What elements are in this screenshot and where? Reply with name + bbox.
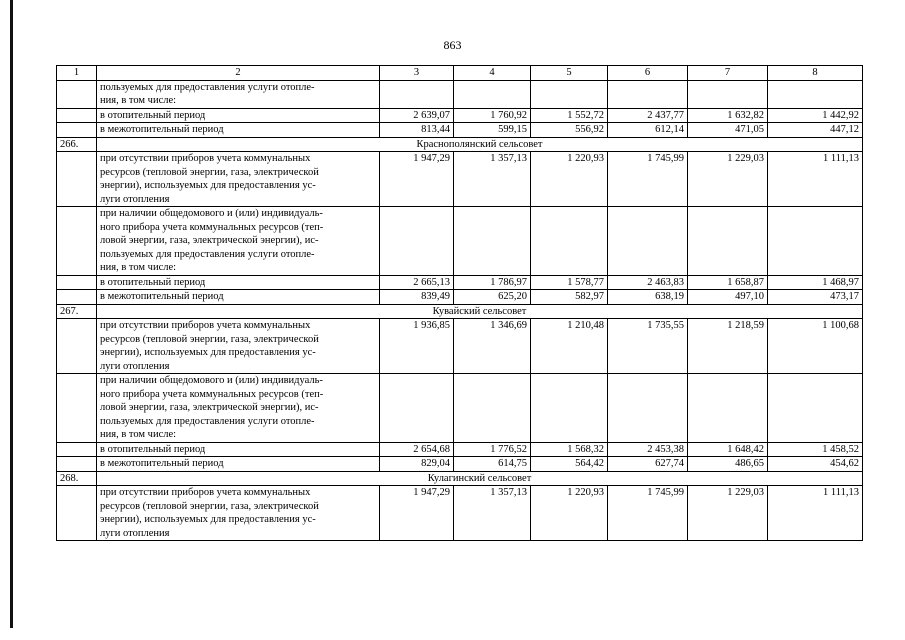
- value-cell: [380, 207, 454, 276]
- value-cell: 1 658,87: [688, 275, 768, 290]
- index-cell: [57, 80, 97, 108]
- table-row: [57, 80, 863, 108]
- index-cell: [57, 152, 97, 207]
- section-row: [57, 304, 863, 319]
- value-cell: 454,62: [768, 457, 863, 472]
- value-cell: 2 665,13: [380, 275, 454, 290]
- value-cell: 582,97: [531, 290, 608, 305]
- value-cell: [688, 207, 768, 276]
- column-header: 3: [380, 66, 454, 81]
- value-cell: [768, 80, 863, 108]
- value-cell: 1 947,29: [380, 152, 454, 207]
- table-row: [57, 108, 863, 123]
- value-cell: [768, 374, 863, 443]
- value-cell: 638,19: [608, 290, 688, 305]
- value-cell: [531, 374, 608, 443]
- index-cell: [57, 290, 97, 305]
- value-cell: 1 786,97: [454, 275, 531, 290]
- table-row: [57, 319, 863, 374]
- index-cell: [57, 319, 97, 374]
- value-cell: 612,14: [608, 123, 688, 138]
- value-cell: 1 552,72: [531, 108, 608, 123]
- row-label: в межотопительный период: [97, 123, 380, 138]
- value-cell: 1 458,52: [768, 442, 863, 457]
- table-row: [57, 442, 863, 457]
- value-cell: 1 578,77: [531, 275, 608, 290]
- value-cell: 599,15: [454, 123, 531, 138]
- value-cell: 1 468,97: [768, 275, 863, 290]
- row-text: при отсутствии приборов учета коммунальных ресурсов (тепловой энергии, газа, электрической энергии), используемых для предоставления ус- луги отопления: [97, 486, 380, 541]
- column-header: 6: [608, 66, 688, 81]
- table-row: [57, 207, 863, 276]
- value-cell: 1 357,13: [454, 152, 531, 207]
- value-cell: 473,17: [768, 290, 863, 305]
- table-row: [57, 275, 863, 290]
- column-header: 1: [57, 66, 97, 81]
- row-text: при отсутствии приборов учета коммунальных ресурсов (тепловой энергии, газа, электрической энергии), используемых для предоставления ус- луги отопления: [97, 319, 380, 374]
- section-name: Кулагинский сельсовет: [97, 471, 863, 486]
- value-cell: 1 776,52: [454, 442, 531, 457]
- index-cell: [57, 442, 97, 457]
- column-header: 5: [531, 66, 608, 81]
- value-cell: 1 229,03: [688, 486, 768, 541]
- value-cell: 1 760,92: [454, 108, 531, 123]
- value-cell: 1 100,68: [768, 319, 863, 374]
- scan-edge: [10, 0, 13, 628]
- value-cell: [688, 374, 768, 443]
- row-label: в отопительный период: [97, 275, 380, 290]
- column-header: 8: [768, 66, 863, 81]
- tariff-table: [56, 65, 863, 541]
- value-cell: 1 218,59: [688, 319, 768, 374]
- value-cell: 1 220,93: [531, 486, 608, 541]
- section-number: 266.: [57, 137, 97, 152]
- value-cell: 564,42: [531, 457, 608, 472]
- value-cell: [454, 80, 531, 108]
- row-label: в межотопительный период: [97, 457, 380, 472]
- index-cell: [57, 123, 97, 138]
- value-cell: 813,44: [380, 123, 454, 138]
- value-cell: [608, 374, 688, 443]
- table-row: [57, 374, 863, 443]
- page-number: 863: [443, 38, 462, 52]
- row-text: при отсутствии приборов учета коммунальных ресурсов (тепловой энергии, газа, электрической энергии), используемых для предоставления ус- луги отопления: [97, 152, 380, 207]
- value-cell: 829,04: [380, 457, 454, 472]
- row-text: при наличии общедомового и (или) индивидуаль- ного прибора учета коммунальных ресурсов (теп- ловой энергии, газа, электрической энергии), ис- пользуемых для предоставления услуги отопле- ния, в том числе:: [97, 207, 380, 276]
- column-header: 2: [97, 66, 380, 81]
- value-cell: [531, 80, 608, 108]
- value-cell: [454, 374, 531, 443]
- value-cell: 497,10: [688, 290, 768, 305]
- row-label: в межотопительный период: [97, 290, 380, 305]
- value-cell: [768, 207, 863, 276]
- value-cell: 2 639,07: [380, 108, 454, 123]
- value-cell: [380, 374, 454, 443]
- value-cell: 1 111,13: [768, 152, 863, 207]
- row-text: пользуемых для предоставления услуги отопле- ния, в том числе:: [97, 80, 380, 108]
- index-cell: [57, 207, 97, 276]
- section-row: [57, 137, 863, 152]
- section-row: [57, 471, 863, 486]
- section-name: Краснополянский сельсовет: [97, 137, 863, 152]
- column-header: 7: [688, 66, 768, 81]
- value-cell: 486,65: [688, 457, 768, 472]
- table-body: [57, 66, 863, 541]
- row-label: в отопительный период: [97, 108, 380, 123]
- value-cell: [688, 80, 768, 108]
- column-header: 4: [454, 66, 531, 81]
- table-row: [57, 486, 863, 541]
- value-cell: 1 229,03: [688, 152, 768, 207]
- value-cell: 447,12: [768, 123, 863, 138]
- value-cell: 1 210,48: [531, 319, 608, 374]
- table-row: [57, 152, 863, 207]
- value-cell: 1 648,42: [688, 442, 768, 457]
- value-cell: [608, 207, 688, 276]
- section-number: 268.: [57, 471, 97, 486]
- value-cell: 471,05: [688, 123, 768, 138]
- index-cell: [57, 275, 97, 290]
- value-cell: 627,74: [608, 457, 688, 472]
- value-cell: 2 463,83: [608, 275, 688, 290]
- index-cell: [57, 108, 97, 123]
- index-cell: [57, 457, 97, 472]
- value-cell: [531, 207, 608, 276]
- value-cell: 1 346,69: [454, 319, 531, 374]
- header-row: [57, 66, 863, 81]
- value-cell: 1 936,85: [380, 319, 454, 374]
- table-row: [57, 123, 863, 138]
- value-cell: [454, 207, 531, 276]
- value-cell: 1 632,82: [688, 108, 768, 123]
- value-cell: 1 745,99: [608, 152, 688, 207]
- value-cell: 2 654,68: [380, 442, 454, 457]
- section-number: 267.: [57, 304, 97, 319]
- value-cell: 1 745,99: [608, 486, 688, 541]
- value-cell: 1 735,55: [608, 319, 688, 374]
- index-cell: [57, 486, 97, 541]
- value-cell: 2 453,38: [608, 442, 688, 457]
- section-name: Кувайский сельсовет: [97, 304, 863, 319]
- table-row: [57, 290, 863, 305]
- value-cell: 2 437,77: [608, 108, 688, 123]
- value-cell: 839,49: [380, 290, 454, 305]
- value-cell: [608, 80, 688, 108]
- value-cell: 1 220,93: [531, 152, 608, 207]
- row-label: в отопительный период: [97, 442, 380, 457]
- row-text: при наличии общедомового и (или) индивидуаль- ного прибора учета коммунальных ресурсов (теп- ловой энергии, газа, электрической энергии), ис- пользуемых для предоставления услуги отопле- ния, в том числе:: [97, 374, 380, 443]
- value-cell: 556,92: [531, 123, 608, 138]
- value-cell: [380, 80, 454, 108]
- value-cell: 1 111,13: [768, 486, 863, 541]
- index-cell: [57, 374, 97, 443]
- value-cell: 1 442,92: [768, 108, 863, 123]
- table-row: [57, 457, 863, 472]
- value-cell: 1 947,29: [380, 486, 454, 541]
- value-cell: 625,20: [454, 290, 531, 305]
- value-cell: 614,75: [454, 457, 531, 472]
- value-cell: 1 357,13: [454, 486, 531, 541]
- value-cell: 1 568,32: [531, 442, 608, 457]
